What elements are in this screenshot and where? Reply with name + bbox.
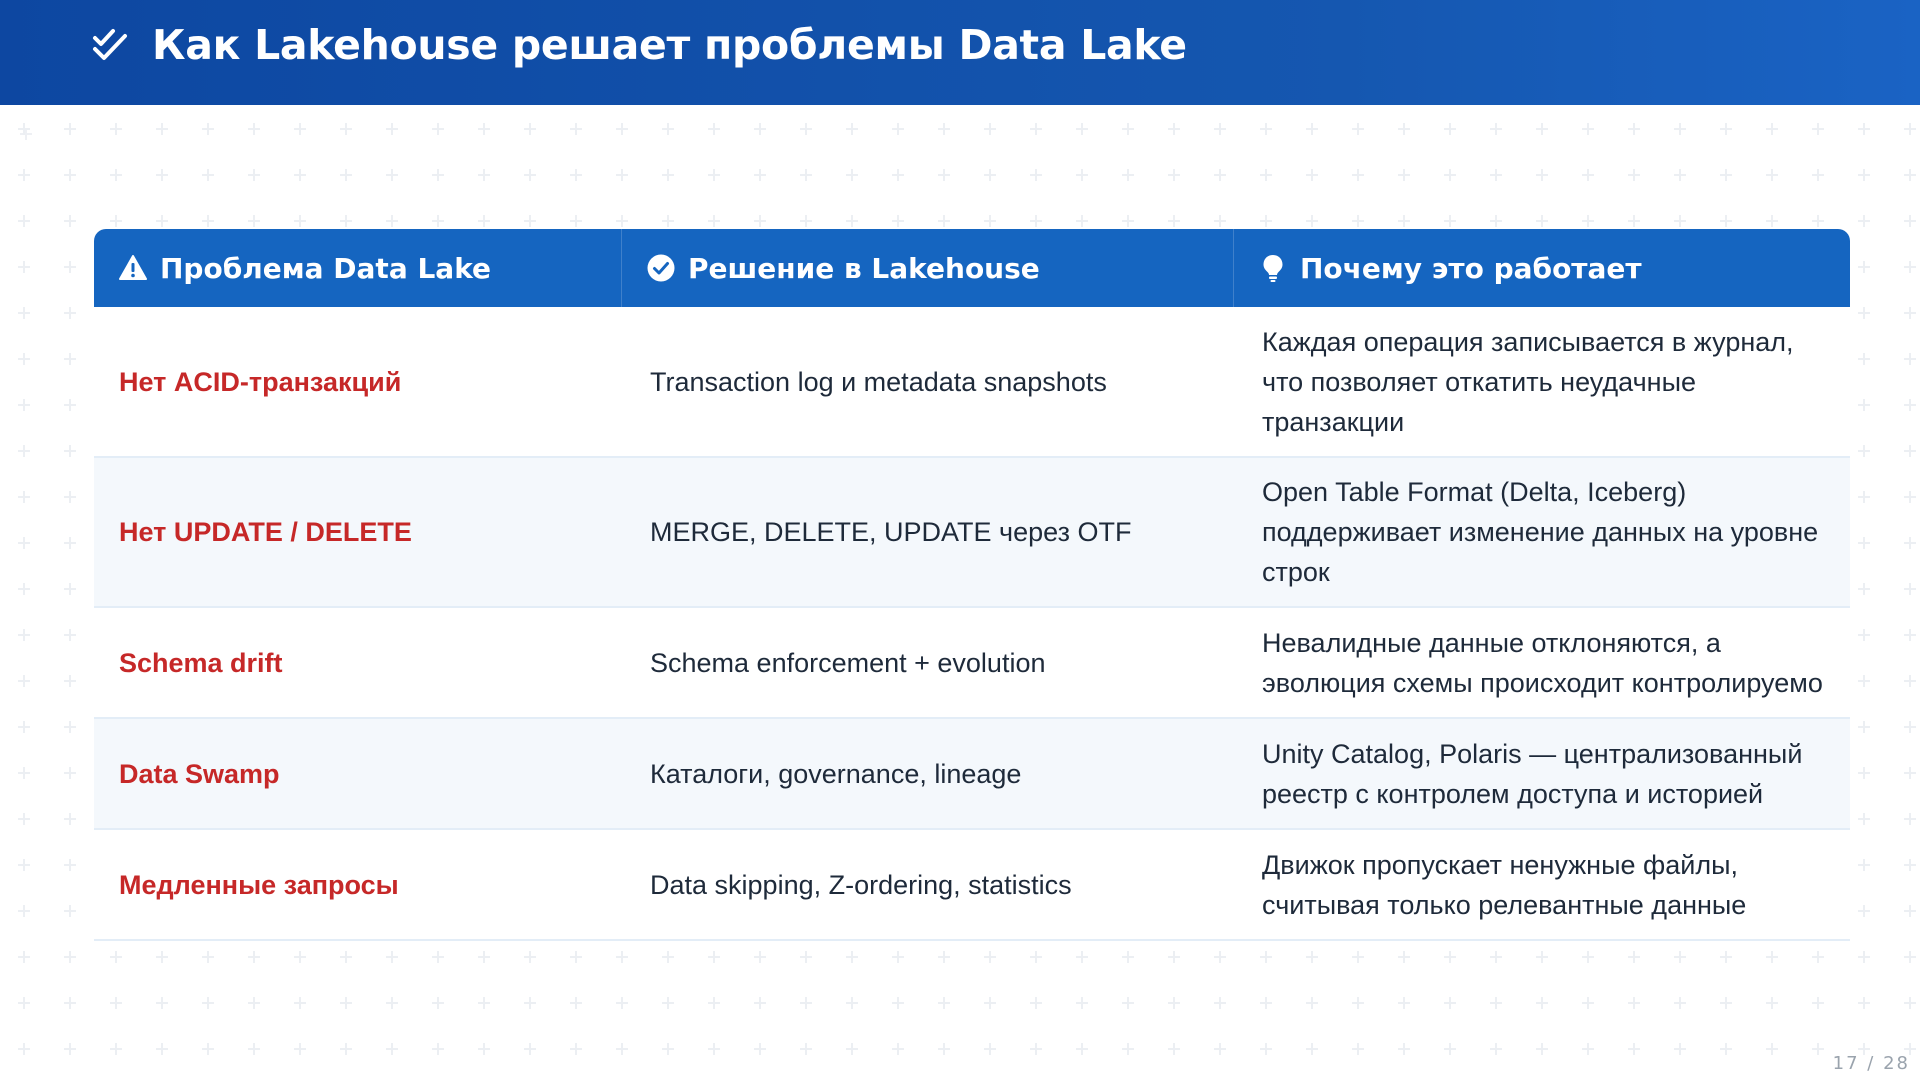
solution-cell: Schema enforcement + evolution bbox=[650, 647, 1046, 678]
column-header-why bbox=[1234, 229, 1850, 307]
problem-cell: Data Swamp bbox=[119, 758, 280, 789]
column-header-label: Проблема Data Lake bbox=[160, 251, 492, 285]
check-circle-icon bbox=[646, 253, 676, 283]
warning-icon bbox=[118, 253, 148, 283]
column-header-problem bbox=[94, 229, 622, 307]
problem-cell: Нет UPDATE / DELETE bbox=[119, 517, 412, 547]
table-row bbox=[94, 307, 1850, 458]
table-row bbox=[94, 458, 1850, 608]
slide-header bbox=[0, 0, 1920, 105]
problem-cell: Нет ACID-транзакций bbox=[119, 366, 402, 397]
column-header-solution bbox=[622, 229, 1234, 307]
table-header bbox=[94, 229, 1850, 307]
solution-cell: Каталоги, governance, lineage bbox=[650, 758, 1022, 789]
solution-cell: MERGE, DELETE, UPDATE через OTF bbox=[650, 517, 1132, 547]
column-header-label: Решение в Lakehouse bbox=[688, 251, 1040, 285]
column-header-label: Почему это работает bbox=[1300, 251, 1642, 285]
table-row bbox=[94, 830, 1850, 941]
double-check-icon bbox=[92, 26, 130, 64]
problem-cell: Медленные запросы bbox=[119, 869, 399, 900]
problem-cell: Schema drift bbox=[119, 647, 283, 678]
comparison-table bbox=[94, 229, 1850, 941]
why-cell: Open Table Format (Delta, Iceberg) поддерживает изменение данных на уровне строк bbox=[1262, 477, 1819, 587]
solution-cell: Transaction log и metadata snapshots bbox=[650, 366, 1107, 397]
page-number: 17 / 28 bbox=[1832, 1053, 1910, 1074]
why-cell: Невалидные данные отклоняются, а эволюция схемы происходит контролируемо bbox=[1262, 627, 1823, 698]
lightbulb-icon bbox=[1258, 253, 1288, 283]
why-cell: Unity Catalog, Polaris — централизованный реестр с контролем доступа и историей bbox=[1262, 738, 1803, 809]
why-cell: Каждая операция записывается в журнал, что позволяет откатить неудачные транзакции bbox=[1262, 326, 1794, 437]
table-row bbox=[94, 608, 1850, 719]
why-cell: Движок пропускает ненужные файлы, считывая только релевантные данные bbox=[1262, 849, 1747, 920]
solution-cell: Data skipping, Z-ordering, statistics bbox=[650, 869, 1072, 900]
table-row bbox=[94, 719, 1850, 830]
slide-title: Как Lakehouse решает проблемы Data Lake bbox=[152, 21, 1187, 69]
